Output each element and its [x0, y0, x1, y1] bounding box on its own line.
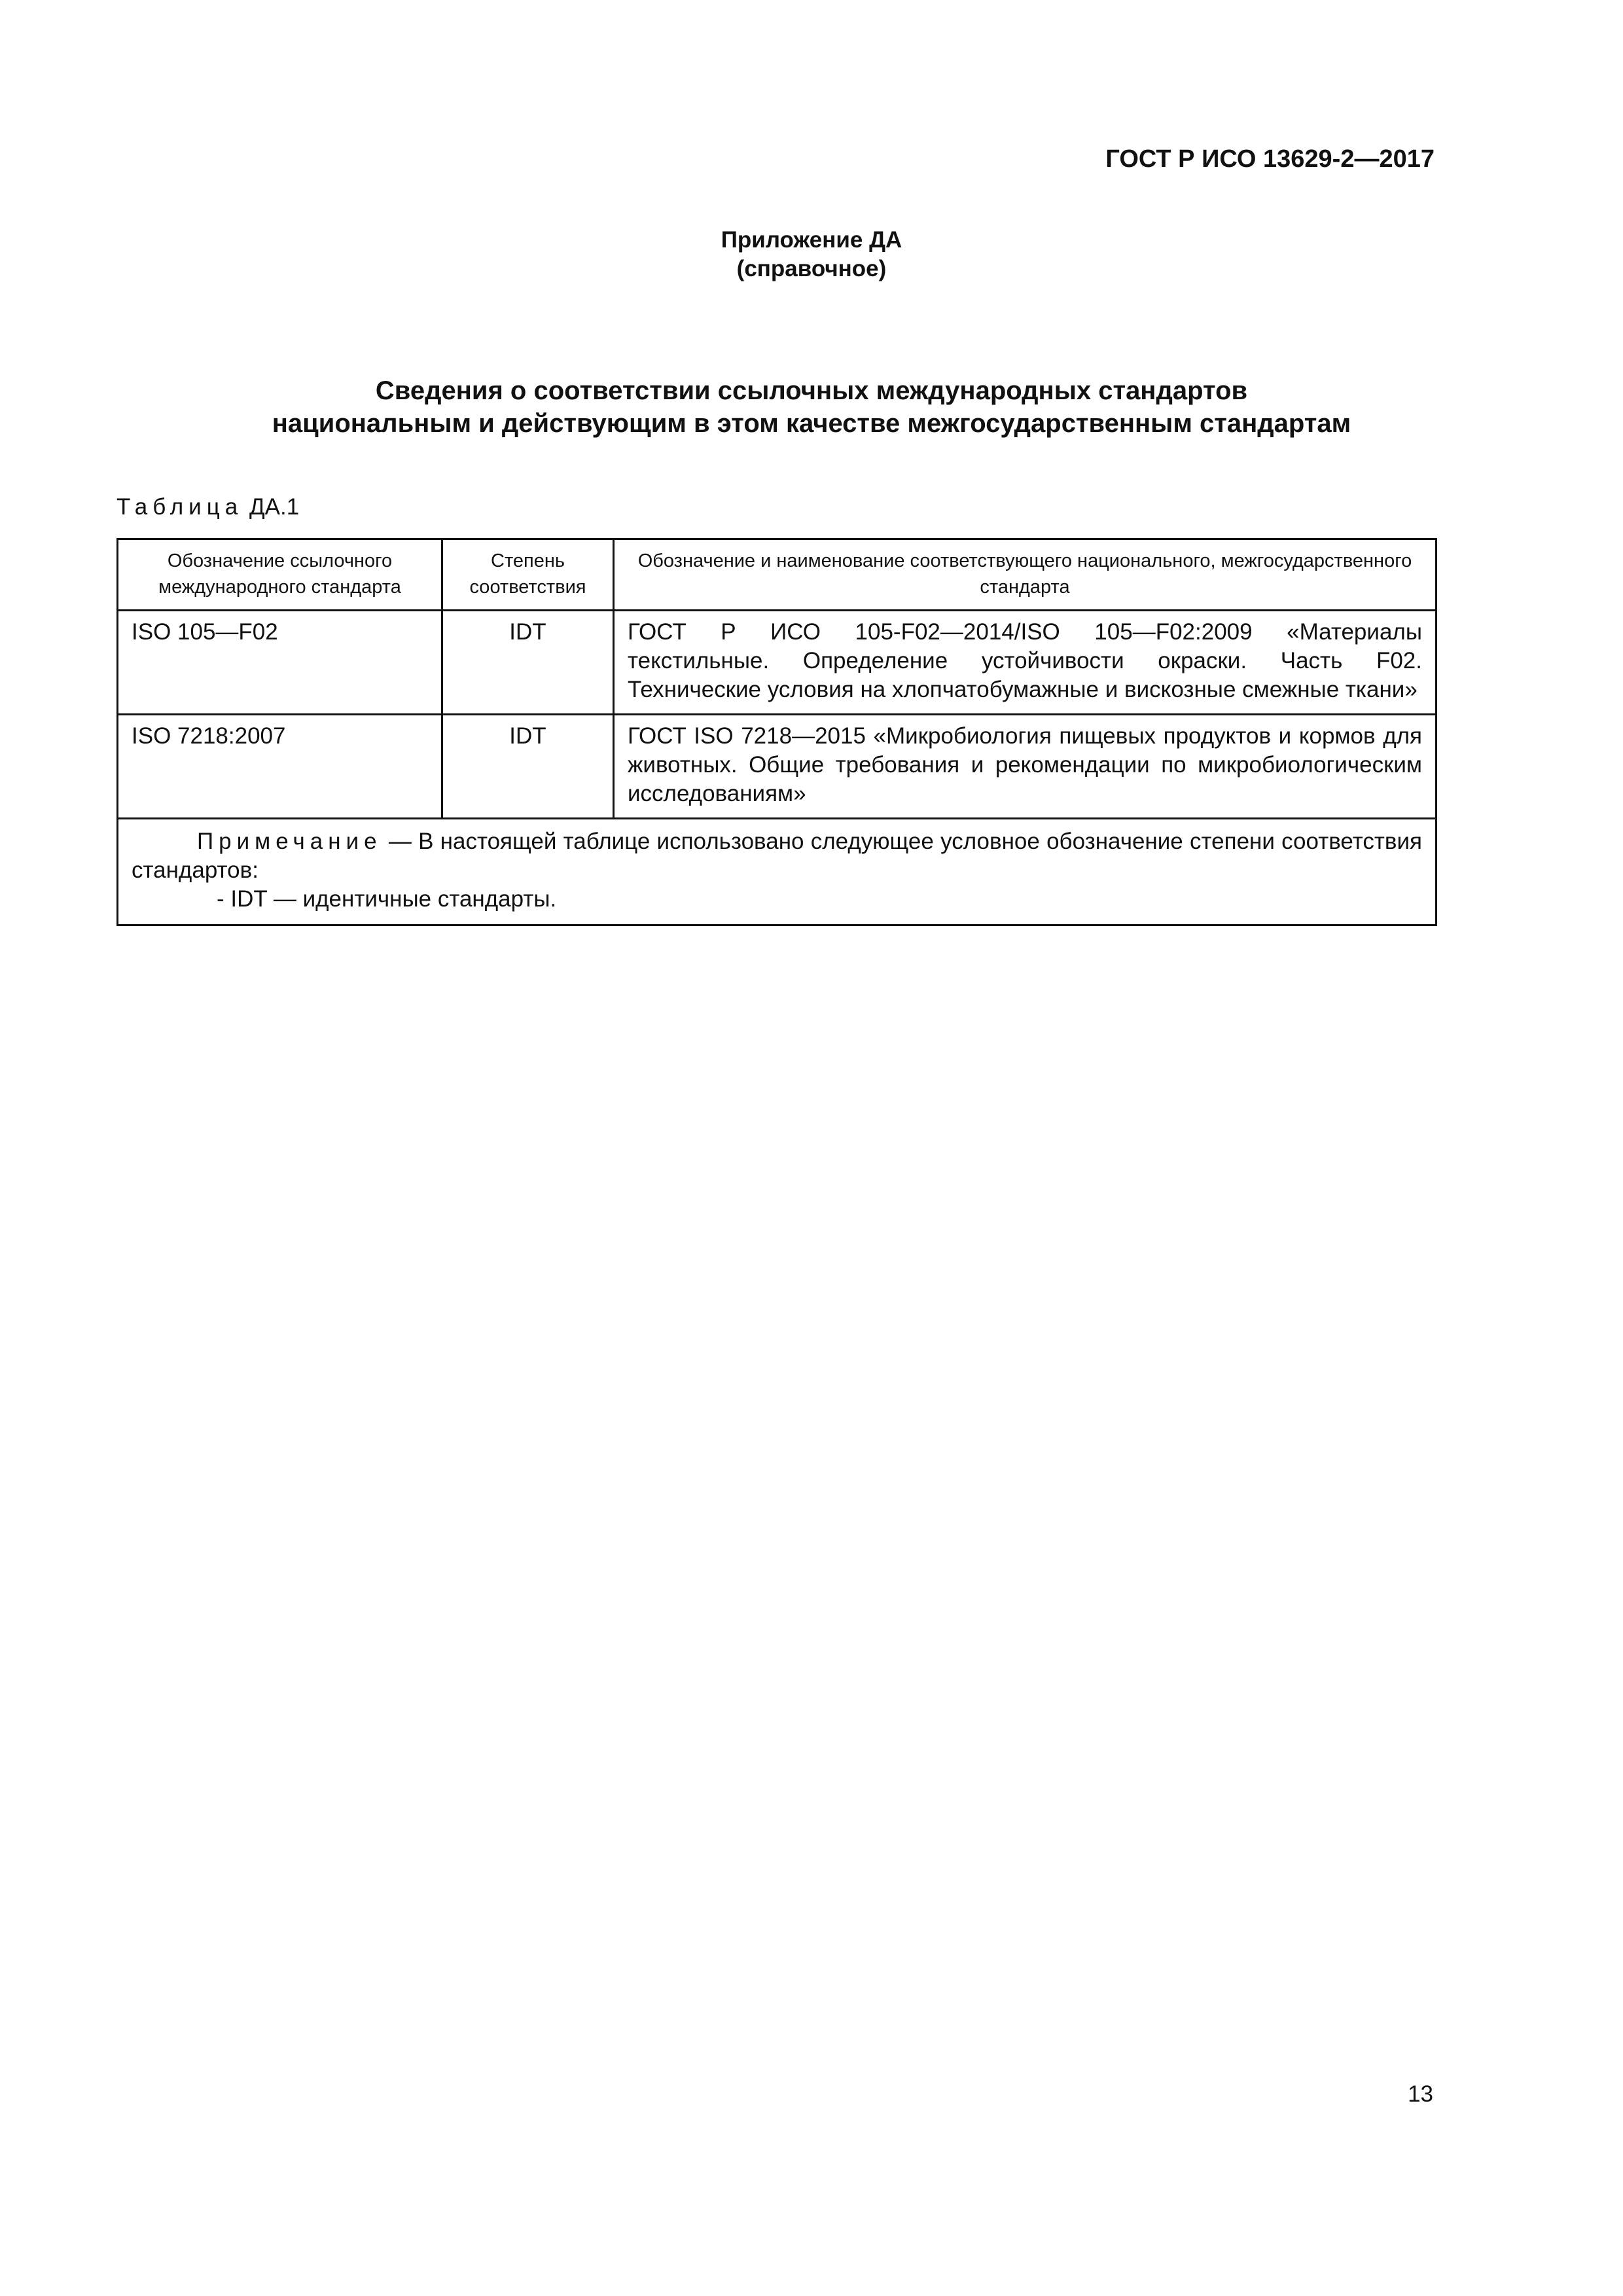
annex-title: Приложение ДА — [721, 227, 902, 253]
table-label-word: Таблица — [116, 494, 243, 520]
table-row — [118, 611, 1436, 715]
note-item: - IDT — идентичные стандарты. — [217, 886, 557, 912]
column-header-degree: Степень соответствия — [442, 539, 614, 611]
cell-intl-standard: ISO 7218:2007 — [118, 715, 442, 819]
column-header-intl-standard: Обозначение ссылочного международного стандарта — [118, 539, 442, 611]
table-row — [118, 715, 1436, 819]
annex-heading — [0, 226, 1623, 283]
table-note — [118, 819, 1436, 925]
note-label: Примечание — [197, 829, 382, 854]
section-title-line-2: национальным и действующим в этом качестве межгосударственным стандартам — [272, 409, 1351, 438]
table-label — [116, 494, 299, 520]
section-title — [0, 374, 1623, 440]
cell-national-standard: ГОСТ Р ИСО 105-F02—2014/ISO 105—F02:2009 «Материалы текстильные. Определение устойчивости окраски. Часть F02. Технические условия на хлопчатобумажные и вискозные смежные ткани» — [614, 611, 1436, 715]
cell-degree: IDT — [442, 611, 614, 715]
cell-national-standard: ГОСТ ISO 7218—2015 «Микробиология пищевых продуктов и кормов для животных. Общие требования и рекомендации по микробиологическим исследованиям» — [614, 715, 1436, 819]
document-code: ГОСТ Р ИСО 13629-2—2017 — [1105, 145, 1435, 173]
note-text: — В настоящей таблице использовано следующее условное обозначение степени соответствия стандартов: — [132, 829, 1422, 883]
table-header-row — [118, 539, 1436, 611]
page-number: 13 — [1408, 2081, 1433, 2107]
section-title-line-1: Сведения о соответствии ссылочных международных стандартов — [375, 376, 1248, 405]
cell-intl-standard: ISO 105—F02 — [118, 611, 442, 715]
table-note-row — [118, 819, 1436, 925]
column-header-national-standard: Обозначение и наименование соответствующего национального, межгосударственного стандарта — [614, 539, 1436, 611]
cell-degree: IDT — [442, 715, 614, 819]
table-label-number: ДА.1 — [249, 494, 300, 520]
correspondence-table — [116, 538, 1437, 926]
annex-subtitle: (справочное) — [736, 256, 887, 281]
